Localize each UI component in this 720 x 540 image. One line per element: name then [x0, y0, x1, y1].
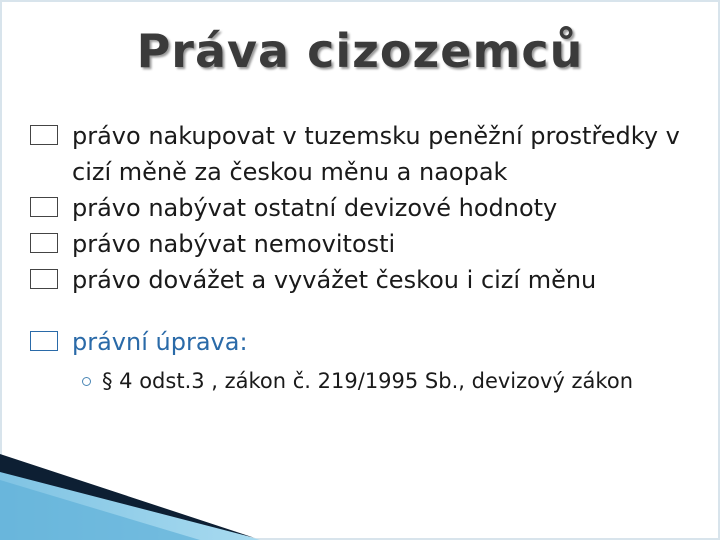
decorative-swoosh: [0, 440, 260, 540]
legal-heading-item: [30, 324, 700, 360]
bullet-text: právo nakupovat v tuzemsku peněžní prostředky v cizí měně za českou měnu a naopak: [72, 122, 680, 186]
legal-reference: § 4 odst.3 , zákon č. 219/1995 Sb., devizový zákon: [102, 369, 633, 393]
circle-bullet-icon: [82, 377, 91, 386]
legal-sub-item: [30, 364, 700, 398]
bullet-item: [30, 118, 700, 190]
bullet-text: právo nabývat ostatní devizové hodnoty: [72, 194, 558, 222]
checkbox-bullet-icon: [30, 233, 58, 253]
checkbox-bullet-icon: [30, 125, 58, 145]
checkbox-bullet-icon: [30, 269, 58, 289]
bullet-item: [30, 190, 700, 226]
slide-title: Práva cizozemců: [136, 24, 584, 78]
checkbox-bullet-icon: [30, 197, 58, 217]
bullet-text: právo nabývat nemovitosti: [72, 230, 396, 258]
bullet-item: [30, 262, 700, 298]
bullet-text: právo dovážet a vyvážet českou i cizí měnu: [72, 266, 597, 294]
slide-content: [30, 118, 700, 398]
checkbox-bullet-icon: [30, 331, 58, 351]
legal-heading: právní úprava:: [72, 328, 248, 356]
bullet-item: [30, 226, 700, 262]
